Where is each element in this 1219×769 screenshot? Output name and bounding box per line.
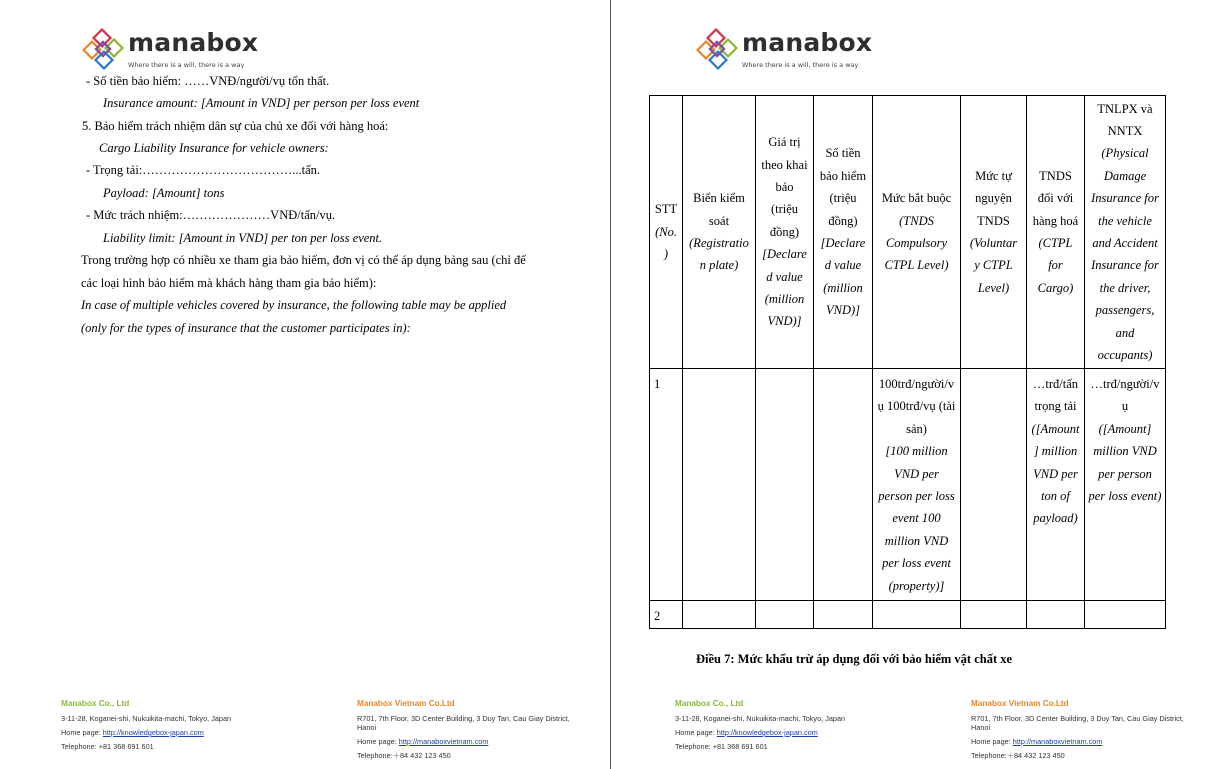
footer-address-japan: 3-11-28, Koganei-shi, Nukuikita-machi, Tokyo, Japan — [675, 714, 846, 723]
footer-japan — [61, 699, 231, 756]
row-2-plate — [683, 601, 756, 629]
payload-line: - Trọng tải:………………………………...tấn. — [86, 163, 321, 177]
cell-line: đối với — [1037, 191, 1074, 206]
cell-line: [Declare — [762, 247, 807, 262]
cell-line: CTPL Level) — [884, 258, 949, 273]
cell-line: (Physical — [1101, 146, 1149, 161]
cell-line: VND)] — [825, 303, 861, 318]
footer-home-link-japan[interactable]: http://knowledgebox-japan.com — [716, 728, 818, 737]
cell-line: ([Amount — [1031, 421, 1080, 436]
cell-line: d value — [766, 269, 803, 284]
row-1-compulsory — [873, 369, 961, 601]
cell-line: person per loss — [878, 489, 955, 504]
footer-company-vietnam: Manabox Vietnam Co.Ltd — [971, 699, 1069, 708]
table-header-row — [650, 96, 1166, 369]
cell-line: hàng hoá — [1032, 213, 1079, 228]
footer-phone-japan: Telephone: +81 368 691 601 — [675, 742, 768, 751]
liability-limit-line: - Mức trách nhiệm:…………………VNĐ/tấn/vụ. — [86, 208, 336, 222]
row-2-cargo — [1027, 601, 1085, 629]
insured-amount-en: Insurance amount: [Amount in VND] per person per loss event — [103, 96, 420, 110]
cell-line: Damage — [1103, 168, 1147, 183]
header-voluntary-level — [961, 96, 1027, 369]
cell-line: bảo hiểm — [819, 168, 867, 183]
header-physical-damage — [1085, 96, 1166, 369]
cell-line: đồng) — [828, 213, 858, 228]
cell-line: STT — [654, 202, 678, 217]
footer-address-vietnam-1: R701, 7th Floor, 3D Center Building, 3 Duy Tan, Cau Giay District, — [971, 714, 1184, 723]
cell-line: Mức bắt buộc — [881, 191, 952, 206]
article-7-heading: Điều 7: Mức khấu trừ áp dụng đối với bảo hiểm vật chất xe — [696, 652, 1013, 666]
cell-line: per person — [1098, 466, 1152, 481]
header-sum-insured — [814, 96, 873, 369]
footer-company-japan: Manabox Co., Ltd — [675, 699, 744, 708]
cell-line: event 100 — [892, 511, 941, 526]
table-row — [650, 601, 1166, 629]
footer-company-japan: Manabox Co., Ltd — [61, 699, 130, 708]
footer-vietnam — [971, 699, 1184, 765]
footer-address-vietnam-2: Hanoi — [971, 723, 991, 732]
cell-line: million VND — [1093, 444, 1157, 459]
cell-line: Mức tự — [975, 168, 1012, 183]
cell-line: (CTPL — [1038, 236, 1073, 250]
cell-line: …trđ/người/v — [1090, 377, 1160, 391]
row-1-sum-insured — [814, 369, 873, 601]
logo-wordmark: manabox — [742, 28, 873, 57]
header-stt — [650, 96, 683, 369]
row-2-declared-value — [756, 601, 814, 629]
cell-line: VND)] — [767, 314, 802, 329]
cell-line: ton of — [1041, 489, 1070, 504]
cell-line: TNDS — [1039, 168, 1072, 183]
cell-line: nguyện — [975, 191, 1012, 206]
header-declared-value — [756, 96, 814, 369]
cell-line: y CTPL — [974, 258, 1013, 273]
vehicle-insurance-table — [649, 95, 1166, 629]
cell-line: and — [1115, 325, 1135, 340]
cell-line: Số tiền — [825, 146, 861, 161]
footer-phone-vietnam: Telephone:＋84 432 123 450 — [971, 751, 1065, 760]
cell-line: trọng tải — [1034, 399, 1077, 414]
cell-line: Biển kiểm — [693, 191, 745, 206]
payload-en: Payload: [Amount] tons — [103, 186, 225, 200]
header-registration-plate — [683, 96, 756, 369]
cell-line: n plate) — [699, 258, 739, 273]
row-2-compulsory — [873, 601, 961, 629]
cell-line: and Accident — [1092, 236, 1158, 250]
page-divider — [610, 0, 611, 769]
row-1-physical — [1085, 369, 1166, 601]
cell-line: VND per — [1033, 466, 1078, 481]
manabox-flower-icon — [696, 28, 740, 72]
cell-line: TNLPX và — [1097, 101, 1153, 116]
cell-line: (million — [764, 292, 805, 307]
cell-line: the vehicle — [1098, 213, 1152, 228]
footer-home-label: Home page: — [357, 737, 399, 746]
cell-line: TNDS — [977, 213, 1010, 228]
cell-line: đồng) — [769, 224, 800, 239]
multi-vehicle-paragraph-en-1: In case of multiple vehicles covered by insurance, the following table may be applied — [81, 298, 507, 312]
footer-japan — [675, 699, 845, 756]
cell-line: payload) — [1033, 511, 1078, 526]
cell-line: (million — [823, 280, 863, 295]
right-page — [612, 0, 1219, 769]
row-2-voluntary — [961, 601, 1027, 629]
logo-tagline: Where there is a will, there is a way — [128, 61, 245, 69]
multi-vehicle-paragraph-2: các loại hình bảo hiểm mà khách hàng tham gia bảo hiểm): — [81, 276, 377, 290]
cell-line: (property)] — [888, 578, 945, 593]
cell-line: Insurance for — [1091, 258, 1159, 273]
cell-line: sản) — [906, 421, 927, 436]
row-1-declared-value — [756, 369, 814, 601]
cell-line: (No. — [655, 224, 677, 239]
cell-line: soát — [708, 213, 730, 228]
logo-wordmark: manabox — [128, 28, 259, 57]
cell-line: theo khai — [761, 157, 808, 172]
row-1-stt: 1 — [650, 369, 683, 601]
cell-line: …trđ/tấn — [1032, 377, 1079, 391]
cell-line: ụ — [1121, 399, 1129, 414]
cell-line: Cargo) — [1037, 280, 1074, 295]
cell-line: Giá trị — [768, 135, 801, 150]
cell-line: [Declare — [820, 236, 866, 250]
cell-line: for — [1048, 258, 1063, 273]
cell-line: [100 million — [885, 444, 948, 459]
manabox-logo — [82, 28, 258, 72]
cell-line: (triệu — [829, 191, 857, 206]
multi-vehicle-paragraph-1: Trong trường hợp có nhiều xe tham gia bảo hiểm, đơn vị có thể áp dụng bảng sau (chỉ để — [81, 253, 526, 267]
footer-address-vietnam-1: R701, 7th Floor, 3D Center Building, 3 Duy Tan, Cau Giay District, — [357, 714, 570, 723]
row-2-physical — [1085, 601, 1166, 629]
insured-amount-line: - Số tiền bảo hiểm: ……VNĐ/người/vụ tổn thất. — [86, 74, 330, 88]
row-1-voluntary — [961, 369, 1027, 601]
footer-home-link-vietnam[interactable]: http://manaboxvietnam.com — [1012, 737, 1103, 746]
footer-company-vietnam: Manabox Vietnam Co.Ltd — [357, 699, 455, 708]
cell-line: passengers, — [1095, 303, 1155, 318]
footer-phone-vietnam: Telephone:＋84 432 123 450 — [357, 751, 451, 760]
footer-phone-japan: Telephone: +81 368 691 601 — [61, 742, 154, 751]
row-2-sum-insured — [814, 601, 873, 629]
cell-line: Compulsory — [885, 236, 948, 250]
cell-line: Insurance for — [1091, 191, 1159, 206]
cell-line: ] million — [1033, 444, 1078, 459]
cell-line: VND per — [894, 466, 939, 481]
cell-line: d value — [824, 258, 862, 273]
row-1-cargo — [1027, 369, 1085, 601]
footer-address-vietnam-2: Hanoi — [357, 723, 377, 732]
cell-line: million VND — [884, 533, 949, 548]
cell-line: the driver, — [1099, 280, 1151, 295]
cell-line: (Registratio — [689, 236, 749, 250]
footer-vietnam — [357, 699, 570, 765]
row-2-stt: 2 — [650, 601, 683, 629]
section-5-title: 5. Bảo hiểm trách nhiệm dân sự của chủ xe đối với hàng hoá: — [82, 119, 389, 133]
cell-line: occupants) — [1097, 348, 1153, 363]
manabox-logo — [696, 28, 872, 72]
cell-line: báo — [775, 179, 794, 194]
row-1-plate — [683, 369, 756, 601]
cell-line: NNTX — [1107, 123, 1143, 138]
cell-line: ) — [663, 247, 669, 262]
footer-home-link-vietnam[interactable]: http://manaboxvietnam.com — [398, 737, 489, 746]
footer-home-label: Home page: — [971, 737, 1013, 746]
footer-home-label: Home page: — [61, 728, 103, 737]
cell-line: per loss event) — [1088, 489, 1162, 504]
liability-limit-en: Liability limit: [Amount in VND] per ton per loss event. — [103, 231, 383, 245]
cell-line: ụ 100trđ/vụ (tài — [877, 399, 956, 414]
cell-line: (Voluntar — [969, 236, 1018, 250]
cell-line: (triệu — [770, 202, 799, 217]
header-compulsory-level — [873, 96, 961, 369]
header-cargo-liability — [1027, 96, 1085, 369]
section-5-title-en: Cargo Liability Insurance for vehicle owners: — [99, 141, 329, 155]
cell-line: per loss event — [882, 556, 951, 571]
cell-line: ([Amount] — [1098, 421, 1152, 436]
footer-address-japan: 3-11-28, Koganei-shi, Nukuikita-machi, Tokyo, Japan — [61, 714, 232, 723]
multi-vehicle-paragraph-en-2: (only for the types of insurance that the customer participates in): — [81, 321, 411, 335]
table-row — [650, 369, 1166, 601]
cell-line: Level) — [977, 280, 1010, 295]
cell-line: 100trđ/người/v — [878, 377, 955, 391]
footer-home-label: Home page: — [675, 728, 717, 737]
cell-line: (TNDS — [899, 213, 934, 228]
logo-tagline: Where there is a will, there is a way — [742, 61, 859, 69]
manabox-flower-icon — [82, 28, 126, 72]
footer-home-link-japan[interactable]: http://knowledgebox-japan.com — [102, 728, 204, 737]
